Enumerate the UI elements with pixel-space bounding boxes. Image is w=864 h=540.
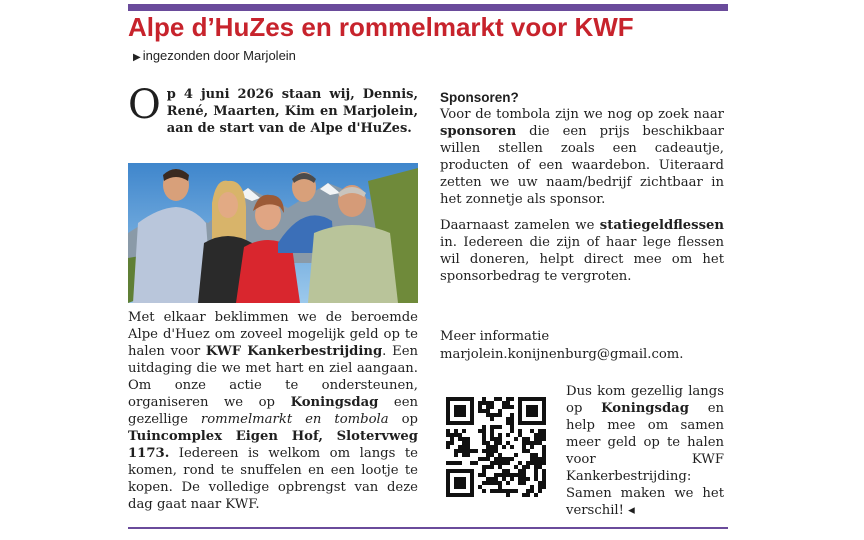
text-bold-statiegeldflessen: statiegeldflessen xyxy=(599,218,724,233)
article-title: Alpe d’HuZes en rommelmarkt voor KWF xyxy=(128,12,634,42)
text-bold-koningsdag: Koningsdag xyxy=(601,401,689,416)
byline xyxy=(133,48,296,63)
group-photo xyxy=(128,163,418,303)
text-run: en help mee om samen meer geld op te halen voor KWF Kankerbestrijding: Samen maken we het verschil! ◂ xyxy=(566,401,724,518)
text-italic-rommelmarkt: rommelmarkt en tombola xyxy=(200,412,389,427)
text-bold-sponsoren: sponsoren xyxy=(440,124,517,139)
text-run: Met elkaar beklimmen we de beroemde Alpe d'Huez om zoveel mogelijk geld op te halen voor xyxy=(128,310,418,359)
contact-info xyxy=(440,328,683,364)
text-run: op xyxy=(388,412,418,427)
top-rule xyxy=(128,4,728,11)
text-run: Dus kom gezellig langs op xyxy=(566,384,724,416)
byline-text: ingezonden door Marjolein xyxy=(142,48,296,63)
text-run: die een prijs beschikbaar willen stellen zoals een cadeautje, producten of een waardebon. Uiteraard zetten we uw naam/bedrijf zichtbaar in het zonnetje als sponsor. xyxy=(440,124,724,207)
text-run: Voor de tombola zijn we nog op zoek naar xyxy=(440,107,724,122)
drop-cap: O xyxy=(128,82,161,128)
paragraph-bottles xyxy=(440,217,724,285)
text-run: Daarnaast zamelen we xyxy=(440,218,600,233)
text-run: een gezellige xyxy=(128,395,419,427)
text-run: in. Iedereen die zijn of haar lege flessen wil doneren, helpt direct mee om het sponsorbedrag te vergroten. xyxy=(440,235,724,284)
paragraph-event xyxy=(128,309,418,513)
paragraph-closing xyxy=(566,383,724,519)
text-bold-kwf: KWF Kankerbestrijding xyxy=(205,344,383,359)
lede-paragraph xyxy=(128,82,418,137)
bottom-rule xyxy=(128,527,728,529)
triangle-right-icon: ▶ xyxy=(133,52,141,63)
lede-text: p 4 juni 2026 staan wij, Dennis, René, Maarten, Kim en Marjolein, aan de start van de Alpe d'HuZes. xyxy=(166,87,418,136)
contact-label: Meer informatie xyxy=(440,329,550,344)
paragraph-sponsors xyxy=(440,106,724,208)
contact-email-link[interactable]: marjolein.konijnenburg@gmail.com. xyxy=(440,347,684,362)
qr-code-icon[interactable] xyxy=(446,397,546,497)
text-run: Iedereen is welkom om langs te komen, rond te snuffelen en een lootje te kopen. De volledige opbrengst van deze dag gaat naar KWF. xyxy=(128,446,418,512)
text-run: . Een uitdaging die we met hart en ziel aangaan. Om onze actie te ondersteunen, organiseren we op xyxy=(128,344,418,410)
text-bold-koningsdag: Koningsdag xyxy=(290,395,379,410)
group-photo-illustration xyxy=(128,163,418,303)
text-bold-location: Tuincomplex Eigen Hof, Slotervweg 1173. xyxy=(128,429,418,461)
sponsor-heading: Sponsoren? xyxy=(440,90,519,105)
